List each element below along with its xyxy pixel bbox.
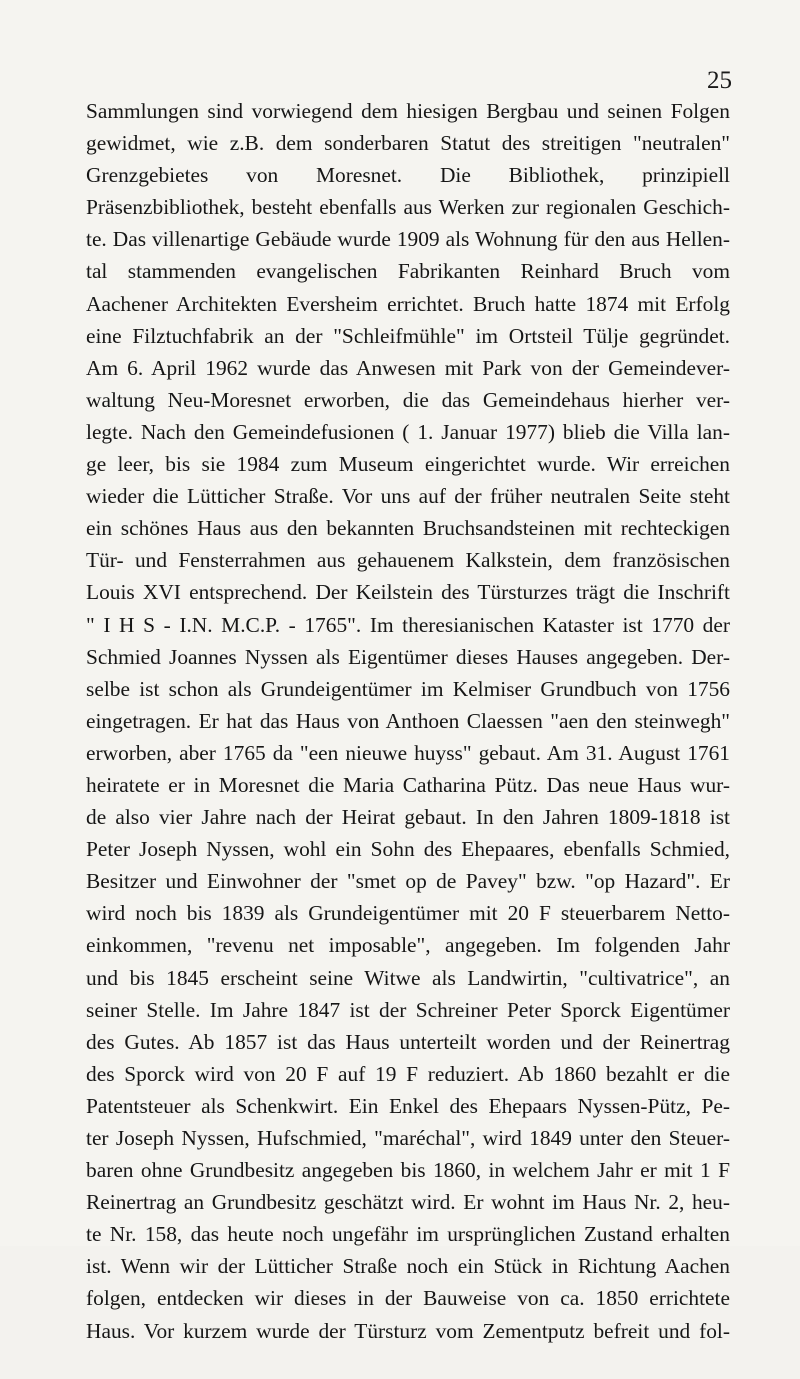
page-number: 25 (707, 67, 732, 94)
text-line: gewidmet, wie z.B. dem sonderbaren Statut des streitigen "neutralen" (86, 131, 730, 156)
text-line: Louis XVI entsprechend. Der Keilstein des Türsturzes trägt die Inschrift (86, 580, 730, 605)
text-line: Präsenzbibliothek, besteht ebenfalls aus Werken zur regionalen Geschich- (86, 195, 730, 220)
text-line: Besitzer und Einwohner der "smet op de Pavey" bzw. "op Hazard". Er (86, 869, 730, 894)
text-line: tal stammenden evangelischen Fabrikanten Reinhard Bruch vom (86, 259, 730, 284)
text-line: Patentsteuer als Schenkwirt. Ein Enkel des Ehepaars Nyssen-Pütz, Pe- (86, 1093, 730, 1118)
text-line: te Nr. 158, das heute noch ungefähr im ursprünglichen Zustand erhalten (86, 1222, 730, 1247)
text-line: seiner Stelle. Im Jahre 1847 ist der Schreiner Peter Sporck Eigentümer (86, 997, 730, 1022)
text-line: des Sporck wird von 20 F auf 19 F reduziert. Ab 1860 bezahlt er die (86, 1061, 730, 1086)
text-line: des Gutes. Ab 1857 ist das Haus unterteilt worden und der Reinertrag (86, 1029, 730, 1054)
text-line: ist. Wenn wir der Lütticher Straße noch ein Stück in Richtung Aachen (86, 1254, 730, 1279)
text-line: Sammlungen sind vorwiegend dem hiesigen Bergbau und seinen Folgen (86, 99, 730, 123)
text-line: Haus. Vor kurzem wurde der Türsturz vom Zementputz befreit und fol- (86, 1318, 730, 1343)
text-line: ein schönes Haus aus den bekannten Bruchsandsteinen mit rechteckigen (86, 516, 730, 541)
text-line: erworben, aber 1765 da "een nieuwe huyss" gebaut. Am 31. August 1761 (86, 740, 730, 765)
text-line: Aachener Architekten Eversheim errichtet. Bruch hatte 1874 mit Erfolg (86, 291, 730, 316)
text-line: ter Joseph Nyssen, Hufschmied, "maréchal", wird 1849 unter den Steuer- (86, 1126, 730, 1150)
text-line: " I H S - I.N. M.C.P. - 1765". Im theresianischen Kataster ist 1770 der (86, 612, 730, 637)
text-line: de also vier Jahre nach der Heirat gebaut. In den Jahren 1809-1818 ist (86, 805, 730, 830)
body-text (86, 95, 730, 1379)
text-line: folgen, entdecken wir dieses in der Bauweise von ca. 1850 errichtete (86, 1286, 730, 1311)
text-line: Peter Joseph Nyssen, wohl ein Sohn des Ehepaares, ebenfalls Schmied, (86, 837, 730, 862)
text-line: eine Filztuchfabrik an der "Schleifmühle" im Ortsteil Tülje gegründet. (86, 323, 730, 348)
text-line: heiratete er in Moresnet die Maria Catharina Pütz. Das neue Haus wur- (86, 772, 730, 797)
text-line: Am 6. April 1962 wurde das Anwesen mit Park von der Gemeindever- (86, 355, 730, 380)
text-line: ge leer, bis sie 1984 zum Museum eingerichtet wurde. Wir erreichen (86, 452, 730, 477)
text-line: Schmied Joannes Nyssen als Eigentümer dieses Hauses angegeben. Der- (86, 644, 730, 669)
text-line: Tür- und Fensterrahmen aus gehauenem Kalkstein, dem französischen (86, 548, 730, 573)
text-line: legte. Nach den Gemeindefusionen ( 1. Januar 1977) blieb die Villa lan- (86, 419, 730, 444)
text-line: einkommen, "revenu net imposable", angegeben. Im folgenden Jahr (86, 933, 730, 958)
text-line: und bis 1845 erscheint seine Witwe als Landwirtin, "cultivatrice", an (86, 965, 730, 990)
text-line: wird noch bis 1839 als Grundeigentümer mit 20 F steuerbarem Netto- (86, 901, 730, 926)
text-line: wieder die Lütticher Straße. Vor uns auf der früher neutralen Seite steht (86, 484, 730, 509)
text-line: te. Das villenartige Gebäude wurde 1909 als Wohnung für den aus Hellen- (86, 227, 730, 252)
text-line (86, 1347, 730, 1379)
text-line: baren ohne Grundbesitz angegeben bis 1860, in welchem Jahr er mit 1 F (86, 1158, 730, 1183)
text-line: Grenzgebietes von Moresnet. Die Bibliothek, prinzipiell (86, 163, 730, 188)
text-line: eingetragen. Er hat das Haus von Anthoen Claessen "aen den steinwegh" (86, 708, 730, 733)
text-line: waltung Neu-Moresnet erworben, die das Gemeindehaus hierher ver- (86, 387, 730, 412)
text-line: selbe ist schon als Grundeigentümer im Kelmiser Grundbuch von 1756 (86, 676, 730, 701)
text-line: Reinertrag an Grundbesitz geschätzt wird. Er wohnt im Haus Nr. 2, heu- (86, 1190, 730, 1215)
